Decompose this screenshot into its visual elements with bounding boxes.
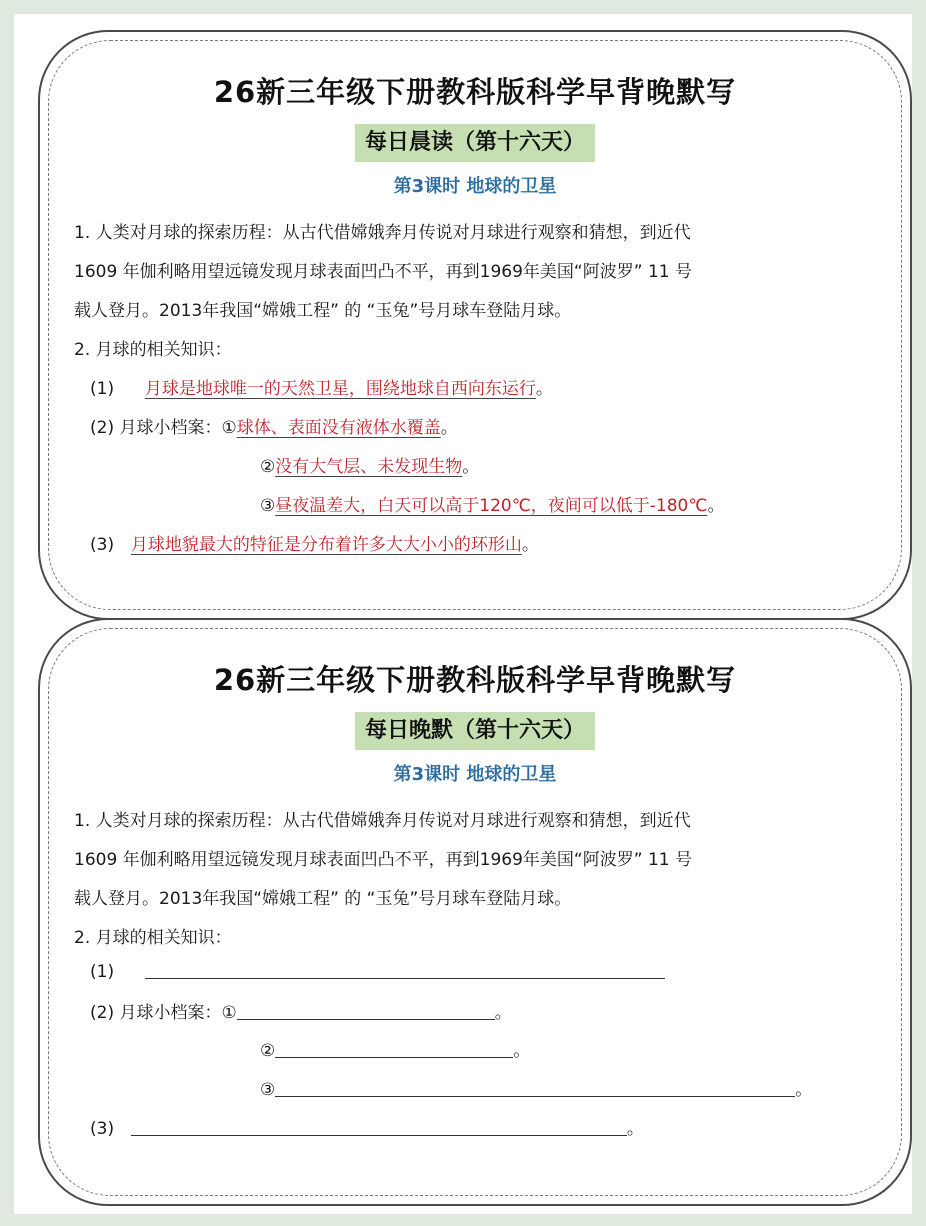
circle-number-2: ② [260,457,276,477]
circle-number-1: ① [221,1003,237,1023]
question-2: (2) 月球小档案：① 。 [90,1003,512,1023]
answer-blank-2-1[interactable] [237,1001,495,1020]
answer-blank-2-3[interactable] [275,1078,795,1097]
question-2-item-2: ② 。 [260,1041,531,1061]
question-2: (2) 月球小档案：①球体、表面没有液体水覆盖。 [90,418,458,438]
history-line-3: 载人登月。2013年我国“嫦娥工程” 的 “玉兔”号月球车登陆月球。 [74,889,572,909]
evening-dictation-card [38,618,912,1206]
question-2-item-2: ②没有大气层、未发现生物。 [260,457,480,477]
circle-number-2: ② [260,1041,276,1061]
circle-number-1: ① [221,418,237,438]
page-title: 26新三年级下册教科版科学早背晚默写 [213,75,737,109]
day-badge: 每日晨读（第十六天） [355,124,595,162]
question-1: (1) 月球是地球唯一的天然卫星，围绕地球自西向东运行。 [90,379,553,399]
question-number: (3) [90,1119,115,1139]
history-line-2: 1609 年伽利略用望远镜发现月球表面凹凸不平，再到1969年美国“阿波罗” 11 号 [74,262,692,282]
answer-3: 月球地貌最大的特征是分布着许多大大小小的环形山 [130,535,522,555]
answer-2-2: 没有大气层、未发现生物 [275,457,463,477]
question-number: (1) [90,379,115,399]
question-3: (3) 。 [90,1119,644,1139]
question-2-item-3: ③ 。 [260,1080,813,1100]
page-title: 26新三年级下册教科版科学早背晚默写 [213,663,737,697]
circle-number-3: ③ [260,1080,276,1100]
knowledge-heading: 2. 月球的相关知识： [74,928,232,948]
history-line-1: 1. 人类对月球的探索历程：从古代借嫦娥奔月传说对月球进行观察和猜想，到近代 [74,811,691,831]
question-number: (1) [90,962,115,982]
morning-reading-card [38,30,912,620]
lesson-title: 第3课时 地球的卫星 [393,176,557,197]
knowledge-heading: 2. 月球的相关知识： [74,340,232,360]
answer-2-1: 球体、表面没有液体水覆盖 [236,418,441,438]
lesson-title: 第3课时 地球的卫星 [393,764,557,785]
question-1 [90,960,880,982]
answer-blank-2-2[interactable] [275,1039,513,1058]
history-line-2: 1609 年伽利略用望远镜发现月球表面凹凸不平，再到1969年美国“阿波罗” 11 号 [74,850,692,870]
answer-1: 月球是地球唯一的天然卫星，围绕地球自西向东运行 [144,379,536,399]
answer-2-3: 昼夜温差大，白天可以高于120℃，夜间可以低于-180℃ [275,496,708,516]
worksheet-page [14,14,912,1214]
history-line-3: 载人登月。2013年我国“嫦娥工程” 的 “玉兔”号月球车登陆月球。 [74,301,572,321]
history-line-1: 1. 人类对月球的探索历程：从古代借嫦娥奔月传说对月球进行观察和猜想，到近代 [74,223,691,243]
day-badge: 每日晚默（第十六天） [355,712,595,750]
question-2-item-3: ③昼夜温差大，白天可以高于120℃，夜间可以低于-180℃。 [260,496,725,516]
question-number: (3) [90,535,115,555]
answer-blank-1[interactable] [145,960,665,979]
question-2-label: (2) 月球小档案： [90,418,222,438]
circle-number-3: ③ [260,496,276,516]
question-3: (3) 月球地貌最大的特征是分布着许多大大小小的环形山。 [90,535,539,555]
answer-blank-3[interactable] [131,1117,627,1136]
question-2-label: (2) 月球小档案： [90,1003,222,1023]
